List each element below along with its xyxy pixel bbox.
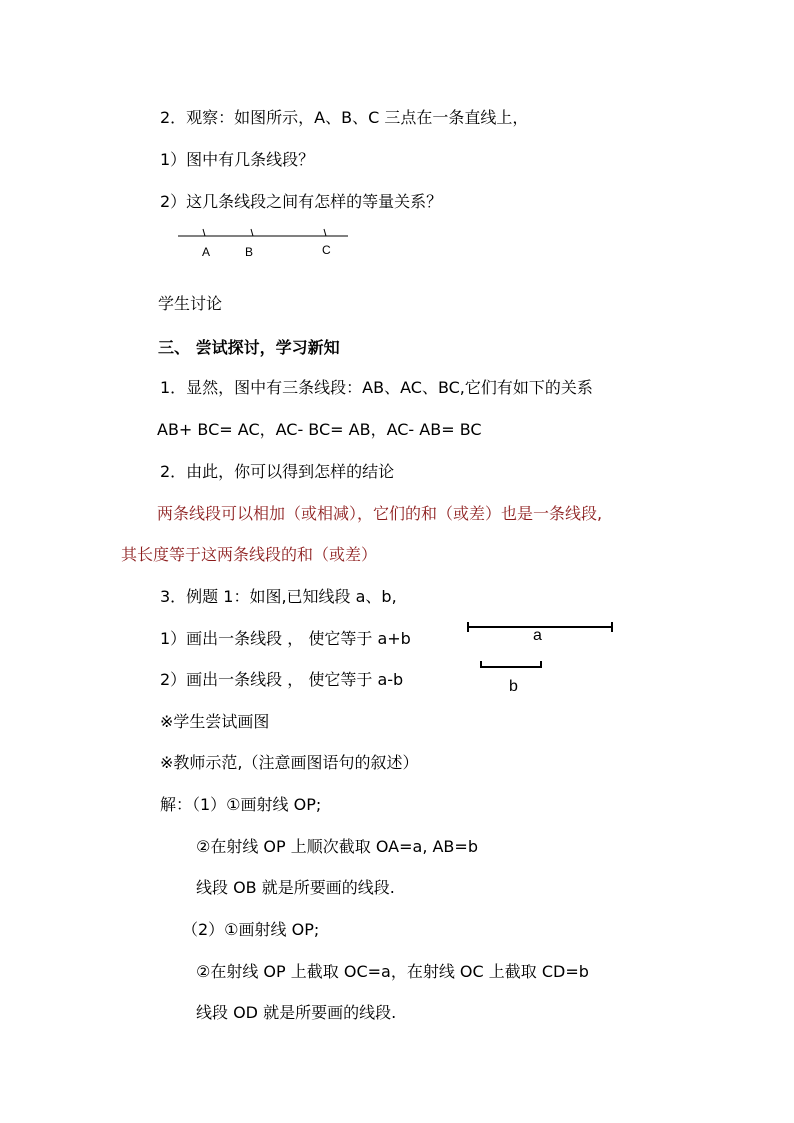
solution-1-step-2: ②在射线 OP 上顺次截取 OA=a, AB=b — [196, 837, 478, 856]
student-try-drawing: ※学生尝试画图 — [160, 712, 270, 731]
section-3-title: 三、 尝试探讨，学习新知 — [158, 338, 340, 357]
solution-1-step-1: 解：（1）①画射线 OP; — [160, 795, 322, 814]
segment-relations: AB+ BC= AC，AC- BC= AB，AC- AB= BC — [157, 420, 482, 439]
solution-2-result: 线段 OD 就是所要画的线段. — [196, 1003, 397, 1022]
solution-1-result: 线段 OB 就是所要画的线段. — [196, 878, 395, 897]
tick-b — [251, 229, 253, 236]
question-2-sub-1: 1）图中有几条线段？ — [160, 150, 315, 169]
student-discussion: 学生讨论 — [158, 294, 223, 313]
figure-points-abc — [176, 224, 356, 264]
example-1-sub-1: 1）画出一条线段 ， 使它等于 a+b — [160, 629, 411, 648]
solution-2-step-1: （2）①画射线 OP; — [182, 920, 320, 939]
example-1-intro: 3．例题 1：如图,已知线段 a、b, — [160, 587, 397, 606]
segment-b-label: b — [509, 678, 518, 695]
question-2-sub-2: 2）这几条线段之间有怎样的等量关系？ — [160, 192, 443, 211]
label-b: B — [245, 245, 254, 259]
label-a: A — [202, 245, 211, 259]
tick-c — [324, 229, 326, 236]
item-1: 1．显然，图中有三条线段：AB、AC、BC,它们有如下的关系 — [160, 378, 593, 397]
tick-a — [203, 229, 205, 236]
conclusion-line-1: 两条线段可以相加（或相减），它们的和（或差）也是一条线段, — [157, 504, 603, 523]
item-2: 2．由此，你可以得到怎样的结论 — [160, 462, 395, 481]
segment-a-label: a — [533, 627, 542, 644]
label-c: C — [322, 243, 331, 257]
conclusion-line-2: 其长度等于这两条线段的和（或差） — [121, 545, 378, 564]
question-2-observe: 2．观察：如图所示，A、B、C 三点在一条直线上， — [160, 108, 529, 127]
example-1-sub-2: 2）画出一条线段 ， 使它等于 a-b — [160, 670, 404, 689]
figure-segments-a-b — [462, 618, 622, 698]
solution-2-step-2: ②在射线 OP 上截取 OC=a，在射线 OC 上截取 CD=b — [196, 962, 589, 981]
teacher-demo: ※教师示范,（注意画图语句的叙述） — [160, 753, 419, 772]
